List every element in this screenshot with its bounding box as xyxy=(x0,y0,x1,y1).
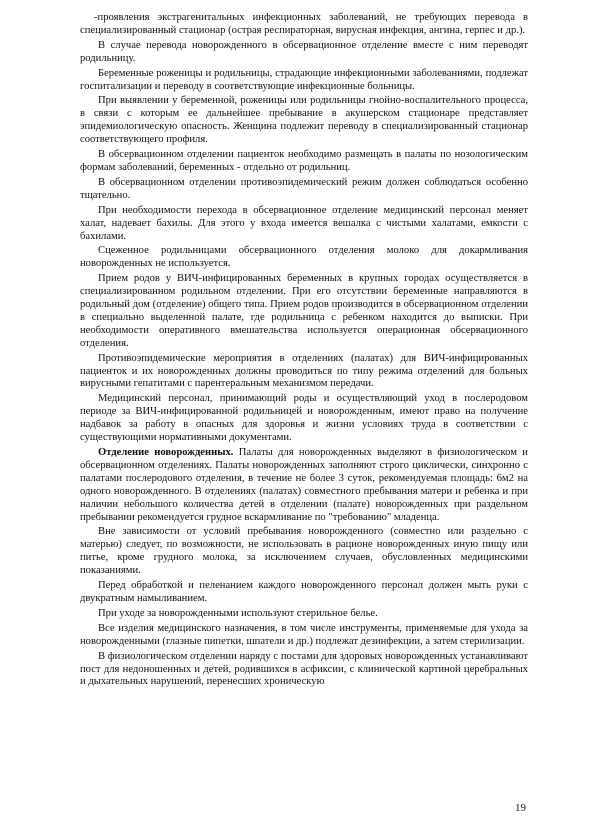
paragraph: В случае перевода новорожденного в обсервационное отделение вместе с ним переводят родильницу. xyxy=(80,39,528,64)
paragraph: Сцеженное родильницами обсервационного отделения молоко для докармливания новорожденных не используется. xyxy=(80,245,528,270)
section-heading: Отделение новорожденных. xyxy=(98,447,234,458)
paragraph: Беременные роженицы и родильницы, страдающие инфекционными заболеваниями, подлежат госпитализации и переводу в соответствующие инфекционные больницы. xyxy=(80,67,528,92)
paragraph: Медицинский персонал, принимающий роды и осуществляющий уход в послеродовом периоде за ВИЧ-инфицированной родильницей и новорожденным, имеют право на получение надбавок за работу в опасных для здоровья и жизни условиях труда в соответствии с существующими нормативными документами. xyxy=(80,393,528,444)
paragraph: Противоэпидемические мероприятия в отделениях (палатах) для ВИЧ-инфицированных пациенток и их новорожденных должны проводиться по типу режима отделений для больных вирусными гепатитами с парентеральным механизмом передачи. xyxy=(80,352,528,390)
paragraph: Все изделия медицинского назначения, в том числе инструменты, применяемые для ухода за новорожденными (глазные пипетки, шпатели и др.) подлежат дезинфекции, а затем стерилизации. xyxy=(80,622,528,647)
paragraph: В физиологическом отделении наряду с постами для здоровых новорожденных устанавливают пост для недоношенных и детей, родившихся в асфиксии, с клинической картиной церебральных и дыхательных нарушений, перенесших хроническую xyxy=(80,650,528,688)
section-text: Палаты для новорожденных выделяют в физиологическом и обсервационном отделениях. Палаты новорожденных заполняют строго циклически, синхронно с палатами послеродового отделения, в течение не более 3 суток, рекомендуемая площадь: 6м2 на одного новорожденного. В отделениях (палатах) совместного пребывания матери и ребенка и при наличии небольшого количества детей в отделении (палате) новорожденных при раздельном пребывании рекомендуется грудное вскармливание по "требованию" младенца. xyxy=(80,447,528,523)
page-number: 19 xyxy=(515,802,526,814)
paragraph: Вне зависимости от условий пребывания новорожденного (совместно или раздельно с матерью) следует, по возможности, не использовать в рационе новорожденных иную пищу или питье, кроме грудного молока, за исключением случаев, обусловленных медицинскими показаниями. xyxy=(80,526,528,577)
paragraph: -проявления экстрагенитальных инфекционных заболеваний, не требующих перевода в специализированный стационар (острая респираторная, вирусная инфекция, ангина, герпес и др.). xyxy=(80,12,528,36)
paragraph: При необходимости перехода в обсервационное отделение медицинский персонал меняет халат, надевает бахилы. Для этого у входа имеется вешалка с чистыми халатами, емкости с бахилами. xyxy=(80,204,528,242)
paragraph: Прием родов у ВИЧ-инфицированных беременных в крупных городах осуществляется в специализированном родильном отделении. При его отсутствии беременные направляются в родильный дом (отделение) общего типа. Прием родов производится в обсервационном отделении в специально выделенной палате, где родильница с ребенком находится до выписки. При необходимости оперативного вмешательства используется операционная обсервационного отделения. xyxy=(80,273,528,349)
paragraph: При уходе за новорожденными используют стерильное белье. xyxy=(98,607,378,619)
page-body xyxy=(80,12,528,691)
paragraph: Перед обработкой и пеленанием каждого новорожденного персонал должен мыть руки с двукратным намыливанием. xyxy=(80,580,528,604)
paragraph: В обсервационном отделении противоэпидемический режим должен соблюдаться особенно тщательно. xyxy=(80,176,528,201)
paragraph: При выявлении у беременной, роженицы или родильницы гнойно-воспалительного процесса, в связи с которым ее дальнейшее пребывание в акушерском стационаре представляет эпидемиологическую опасность. Женщина подлежит переводу в специализированный стационар соответствующего профиля. xyxy=(80,95,528,146)
paragraph: В обсервационном отделении пациенток необходимо размещать в палаты по нозологическим формам заболеваний, беременных - отдельно от родильниц. xyxy=(80,149,528,173)
newborn-section-paragraph xyxy=(80,447,528,524)
